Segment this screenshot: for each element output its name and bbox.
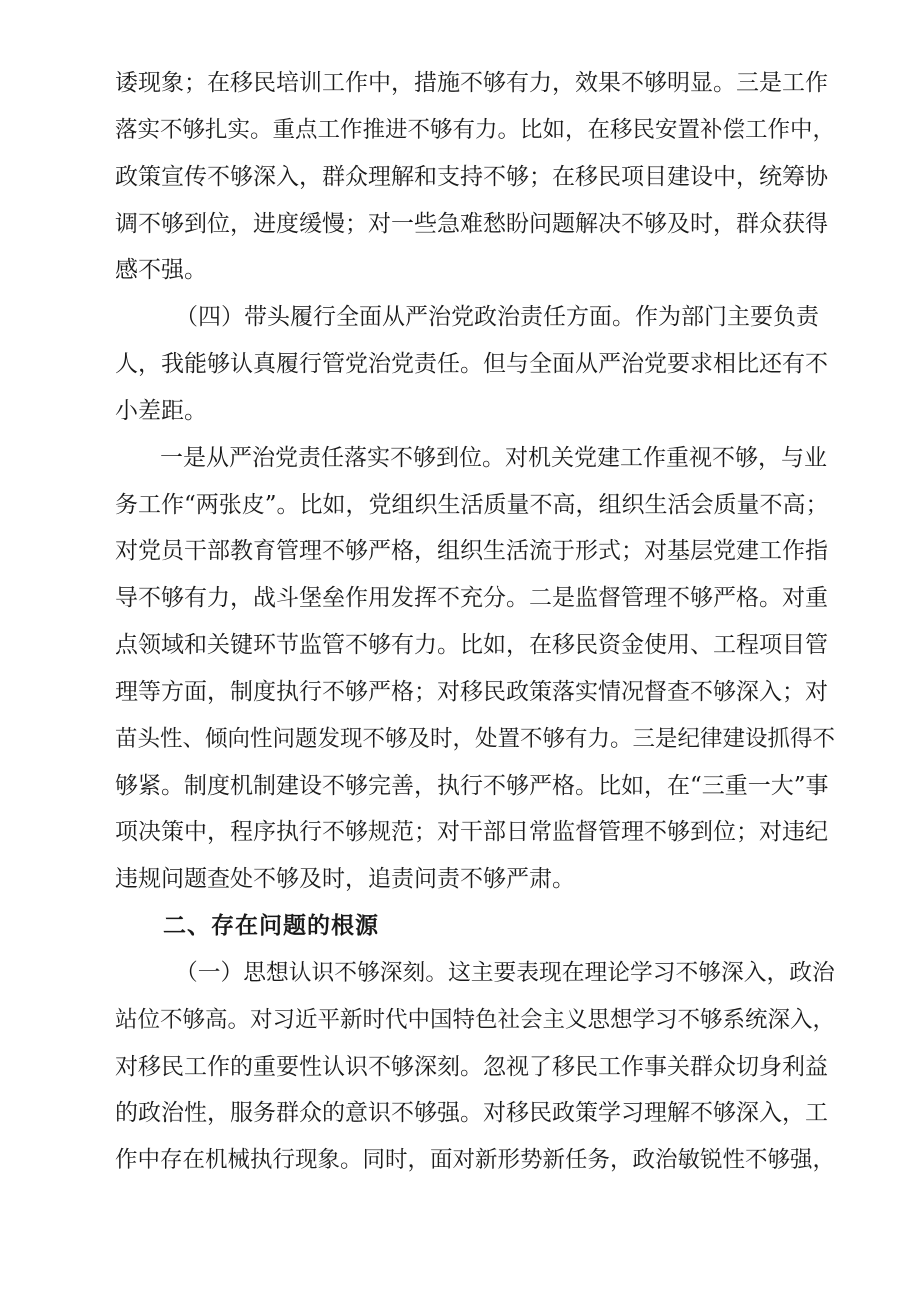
text-line: 感不强。 — [115, 257, 207, 284]
text-line: 务工作“两张皮”。比如，党组织生活质量不高，组织生活会质量不高； — [115, 491, 829, 518]
text-line: 作中存在机械执行现象。同时，面对新形势新任务，政治敏锐性不够强， — [115, 1147, 836, 1174]
text-line: 点领域和关键环节监管不够有力。比如，在移民资金使用、工程项目管 — [115, 632, 828, 659]
text-line: 违规问题查处不够及时，追责问责不够严肃。 — [115, 866, 575, 893]
text-line: 导不够有力，战斗堡垒作用发挥不充分。二是监督管理不够严格。对重 — [115, 585, 828, 612]
text-line: 项决策中，程序执行不够规范；对干部日常监督管理不够到位；对违纪 — [115, 819, 828, 846]
text-line: 够紧。制度机制建设不够完善，执行不够严格。比如，在“三重一大”事 — [115, 772, 829, 799]
text-line: 的政治性，服务群众的意识不够强。对移民政策学习理解不够深入，工 — [115, 1100, 828, 1127]
text-line: 小差距。 — [115, 397, 207, 424]
text-line: 对党员干部教育管理不够严格，组织生活流于形式；对基层党建工作指 — [115, 538, 828, 565]
text-line: 人，我能够认真履行管党治党责任。但与全面从严治党要求相比还有不 — [115, 351, 828, 378]
text-line: 诿现象；在移民培训工作中，措施不够有力，效果不够明显。三是工作 — [115, 70, 828, 96]
text-line: 一是从严治党责任落实不够到位。对机关党建工作重视不够，与业 — [160, 444, 827, 471]
text-line: 理等方面，制度执行不够严格；对移民政策落实情况督查不够深入；对 — [115, 678, 828, 705]
text-line: 落实不够扎实。重点工作推进不够有力。比如，在移民安置补偿工作中， — [115, 116, 836, 143]
text-line: （一）思想认识不够深刻。这主要表现在理论学习不够深入，政治 — [175, 959, 835, 986]
section-four-heading-line: （四）带头履行全面从严治党政治责任方面。作为部门主要负责 — [175, 304, 819, 331]
text-line: 对移民工作的重要性认识不够深刻。忽视了移民工作事关群众切身利益 — [115, 1053, 828, 1080]
section-heading: 二、存在问题的根源 — [163, 913, 379, 940]
text-line: 苗头性、倾向性问题发现不够及时，处置不够有力。三是纪律建设抓得不 — [115, 725, 836, 752]
text-line: 站位不够高。对习近平新时代中国特色社会主义思想学习不够系统深入， — [115, 1006, 836, 1033]
text-line: 调不够到位，进度缓慢；对一些急难愁盼问题解决不够及时，群众获得 — [115, 210, 828, 237]
text-line: 政策宣传不够深入，群众理解和支持不够；在移民项目建设中，统筹协 — [115, 163, 828, 190]
